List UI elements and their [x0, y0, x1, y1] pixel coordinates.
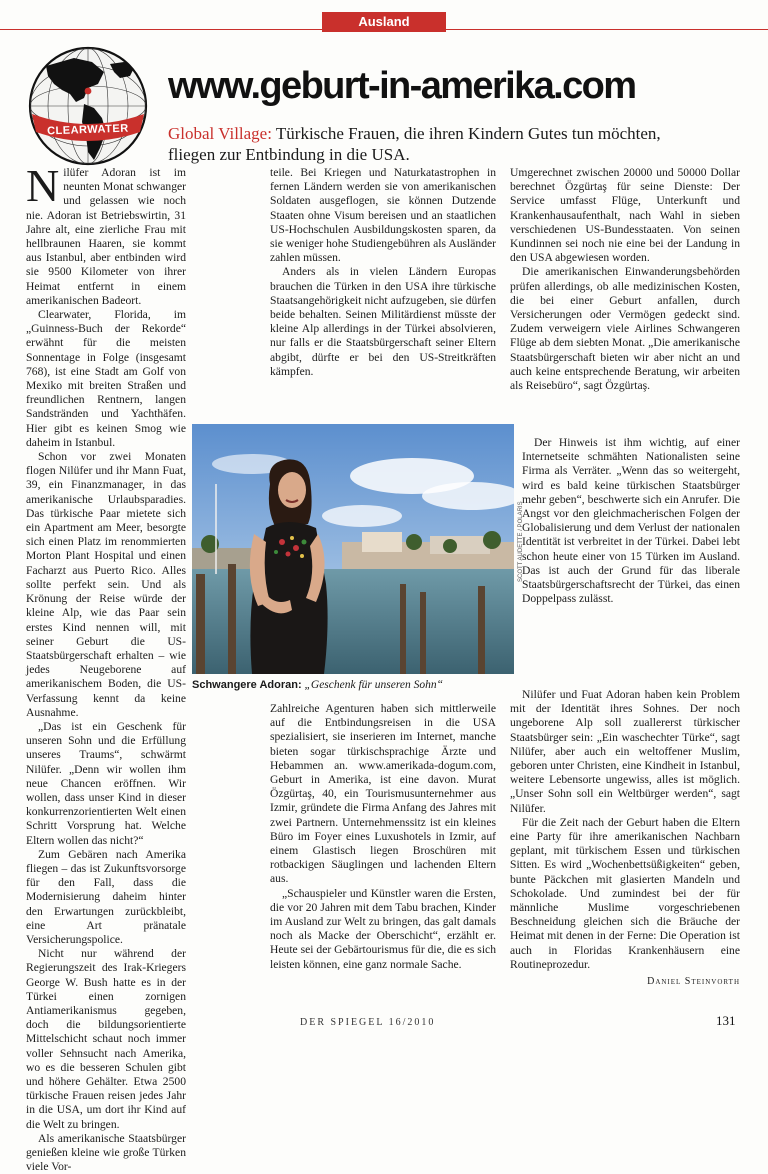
paragraph: Nicht nur während der Regierungszeit des Irak-Kriegers George W. Bush hatte es in der Türkei einen zornigen Antiamerikanismus gegeben, doch die bildungsorientierte Mittelschicht schaut noch immer voller Sehnsucht nach Amerika, wo es die besseren Schulen gibt und höhere Gehälter. Etwa 2500 türkische Frauen reisen jedes Jahr in die USA, um dort ihr Kind auf die Welt zu bringen.: [26, 947, 186, 1131]
caption-label: Schwangere Adoran:: [192, 679, 302, 691]
paragraph: Der Hinweis ist ihm wichtig, auf einer Internetseite schmähten Nationalisten seine Firma als Verräter. „Wenn das so weitergeht, wird es bald keine türkischen Staatsbürger mehr geben“, beschwerte sich ein Anrufer. Die Angst vor den gleichmacherischen Folgen der Globalisierung und dem Verlust der nationalen Identität ist verbreitet in der Türkei. Dabei lebt schon heute einer von 15 Türken im Ausland. Das ist auch der Grund für das liberale Staatsbürgerschaftsrecht der Türkei, das einen Doppelpass zulässt.: [522, 436, 740, 606]
author-byline: Daniel Steinvorth: [647, 976, 740, 988]
caption-quote: „Geschenk für unseren Sohn“: [304, 679, 444, 691]
paragraph: Als amerikanische Staatsbürger genießen kleine wie große Türken viele Vor-: [26, 1131, 186, 1174]
article-photo: [192, 424, 514, 674]
subhead-text: Türkische Frauen, die ihren Kindern Gutes tun möchten, fliegen zur Entbindung in die USA.: [168, 124, 661, 164]
paragraph: Anders als in vielen Ländern Europas brauchen die Türken in den USA ihre türkische Staatsangehörigkeit nicht aufzugeben, sie dürfen beide behalten. Seinen Militärdienst müsste der kleine Alp allerdings in der Türkei absolvieren, nur falls er die Staatsbürgerschaft seiner Eltern abgibt, dürfte er bei den US-Streitkräften kämpfen.: [270, 265, 496, 378]
paragraph: Clearwater, Florida, im „Guinness-Buch der Rekorde“ erwähnt für die meisten Sonnentage in Folge (insgesamt 768), ist eine Stadt am Golf von Mexiko mit breiten Straßen und freundlichen Rentnern, langen Sandstränden und Yachthäfen. Hier gibt es keinen Smog wie daheim in Istanbul.: [26, 308, 186, 449]
paragraph: Für die Zeit nach der Geburt haben die Eltern eine Party für ihre amerikanischen Nachbarn geplant, mit türkischem Essen und türkischen Sitten. Es wird „Wochenbettsüßigkeiten“ geben, bunte Päckchen mit glasierten Mandeln und Schokolade. Und zumindest bei der für männliche Muslime vorgeschriebenen Beschneidung gleichen sich die Bräuche der Heimat mit denen in der Ferne: Die Operation ist auch in Floridas Krankenhäusern eine Routineprozedur.: [510, 815, 740, 971]
paragraph: Zahlreiche Agenturen haben sich mittlerweile auf die Entbindungsreisen in die USA spezialisiert, sie inserieren im Internet, manche bieten sogar türkischsprachige Ärzte und Hebammen an. www.amerikada-dogum.com, Geburt in Amerika, ist eine davon. Murat Özgürtaş, 40, ein Tourismusunternehmer aus Izmir, gründete die Firma Anfang des Jahres mit zwei Partnern. Unternehmenssitz ist ein kleines Büro im Foyer eines Luxushotels in Izmir, auf einem Glastisch liegen Broschüren mit rotbackigen Säuglingen und lachenden Eltern aus.: [270, 702, 496, 886]
paragraph: Umgerechnet zwischen 20000 und 50000 Dollar berechnet Özgürtaş für seine Dienste: Der Service umfasst Flüge, Unterkunft und Krankenhausaufenthalt, nach Wahl in sieben verschiedenen US-Bundesstaaten. Von seinen Kundinnen sei noch nie eine bei der Landung in den USA abgewiesen worden.: [510, 166, 740, 265]
globe-logo: [26, 44, 150, 168]
lead-paragraph: Nilüfer Adoran ist im neunten Monat schwanger und gelassen wie noch nie. Adoran ist Betriebswirtin, 31 Jahre alt, eine zierliche Frau mit hellbraunen Haaren, sie kommt aus Istanbul, aber entbinden wird sie 9500 Kilometer von ihrer Heimat entfernt in einem amerikanischen Badeort.: [26, 160, 186, 307]
subheadline: [168, 123, 708, 165]
paragraph: Nilüfer und Fuat Adoran haben kein Problem mit der Identität ihres Sohnes. Der noch ungeborene Alp soll zuallererst türkischer Staatsbürger sein: „Ein waschechter Türke“, sagt Nilüfer, aber auch ein weltoffener Muslim, geboren unter Christen, eine Kindheit in Istanbul, weitere Lebensorte ungewiss, alles ist möglich. „Unser Sohn soll ein Weltbürger werden“, sagt Nilüfer.: [510, 688, 740, 815]
globe-label: CLEARWATER: [46, 122, 129, 138]
column-3-bottom: [510, 688, 740, 989]
paragraph: Zum Gebären nach Amerika fliegen – das ist Zukunftsvorsorge für den Fall, dass die Modernisierung daheim hinter den Erwartungen zurückbleibt, eine Art pränatale Versicherungspolice.: [26, 847, 186, 946]
column-3-middle: [522, 436, 740, 606]
paragraph: teile. Bei Kriegen und Naturkatastrophen in fernen Ländern werden sie von amerikanischen Soldaten ausgeflogen, sie können Dutzende Staaten ohne Visum bereisen und an staatlichen US-Hochschulen Ausbildungskosten sparen, da sie weniger hohe Studiengebühren als Ausländer zahlen müssen.: [270, 166, 496, 265]
section-rubric: Ausland: [322, 12, 446, 32]
page-number: 131: [716, 1013, 736, 1028]
paragraph: Die amerikanischen Einwanderungsbehörden prüfen allerdings, ob alle medizinischen Kosten, die bei einer Geburt anfallen, durch Versicherungen oder Vermögen gedeckt sind. Zudem verweigern viele Airlines Schwangeren Flüge ab dem siebten Monat. „Die amerikanische Staatsbürgerschaft bieten wir aber nicht an und auch keine entsprechende Beratung, wir arbeiten als Reisebüro“, sagt Özgürtaş.: [510, 265, 740, 393]
headline: www.geburt-in-amerika.com: [168, 65, 636, 107]
paragraph: „Schauspieler und Künstler waren die Ersten, die vor 20 Jahren mit dem Tabu brachen, Kinder im Ausland zur Welt zu bringen, das galt damals noch als Macke der Oberschicht“, erzählt er. Heute sei der Gebärtourismus für die, die es sich leisten können, eine ganz normale Sache.: [270, 886, 496, 971]
paragraph: „Das ist ein Geschenk für unseren Sohn und die Erfüllung unseres Traums“, schwärmt Nilüfer. „Denn wir wollen ihm neue Chancen eröffnen. Wir wollen, dass unser Kind in dieser konkurrenzorientierten Welt einen Schritt Vorsprung hat. Welche Eltern wollen das nicht?“: [26, 719, 186, 847]
column-2-top: [270, 166, 496, 379]
drop-cap: N: [26, 160, 60, 211]
column-2-bottom: [270, 702, 496, 972]
subhead-kicker: Global Village:: [168, 124, 272, 143]
magazine-footer: DER SPIEGEL 16/2010: [300, 1017, 436, 1028]
column-3-top: [510, 166, 740, 393]
paragraph: Schon vor zwei Monaten flogen Nilüfer und ihr Mann Fuat, 39, ein Finanzmanager, in das amerikanische Urlaubsparadies. Das türkische Paar mietete sich ein Apartment am Meer, besorgte sich einen Platz im renommierten Morton Plant Hospital und einen Facharzt aus Puerto Rico. Alles sollte perfekt sein. Und als Krönung der Reise würde der kleine Alp, wie das Paar sein erstes Kind nennen will, mit seiner Geburt die US-Staatsbürgerschaft erhalten – wie jedes Neugeborene auf amerikanischem Boden, die US-Verfassung kennt da keine Ausnahme.: [26, 450, 186, 719]
photo-caption: [192, 679, 522, 691]
column-1: [26, 160, 186, 1174]
photo-credit: SCOTT AUDETTE / POLARIS: [518, 501, 524, 582]
